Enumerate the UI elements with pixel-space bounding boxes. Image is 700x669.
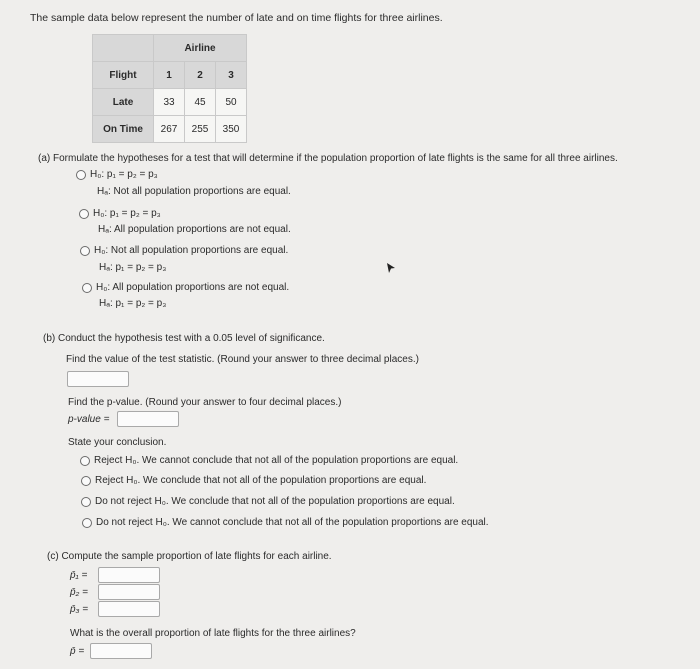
cell-ontime-2: 255 bbox=[185, 116, 216, 143]
p1-input[interactable] bbox=[98, 567, 160, 583]
hypothesis-option-4-ha: Hₐ: p₁ = p₂ = p₃ bbox=[99, 298, 167, 309]
table-row bbox=[93, 89, 247, 116]
hypothesis-option-1-ha: Hₐ: Not all population proportions are equal. bbox=[97, 186, 291, 197]
conclusion-option-1-label: Reject H₀. We cannot conclude that not all of the population proportions are equal. bbox=[94, 455, 459, 466]
flight-header: Flight bbox=[93, 62, 154, 89]
conclusion-option-3-radio[interactable] bbox=[81, 497, 91, 507]
col-header-1: 1 bbox=[154, 62, 185, 89]
cell-ontime-3: 350 bbox=[216, 116, 247, 143]
cell-late-1: 33 bbox=[154, 89, 185, 116]
hypothesis-option-3-ha: Hₐ: p₁ = p₂ = p₃ bbox=[99, 262, 167, 273]
mouse-cursor-icon bbox=[386, 262, 396, 274]
p2-input[interactable] bbox=[98, 584, 160, 600]
hypothesis-option-1-h0: H₀: p₁ = p₂ = p₃ bbox=[90, 169, 158, 180]
hypothesis-option-4-radio[interactable] bbox=[82, 283, 92, 293]
col-header-2: 2 bbox=[185, 62, 216, 89]
conclusion-option-3-label: Do not reject H₀. We conclude that not all of the population proportions are equal. bbox=[95, 496, 455, 507]
row-label-on-time: On Time bbox=[93, 116, 154, 143]
overall-proportion-label: p̄ = bbox=[70, 646, 85, 657]
cell-late-3: 50 bbox=[216, 89, 247, 116]
hypothesis-option-3-h0: H₀: Not all population proportions are equal. bbox=[94, 245, 289, 256]
airline-header: Airline bbox=[154, 35, 247, 62]
conclusion-option-4-label: Do not reject H₀. We cannot conclude that not all of the population proportions are equal. bbox=[96, 517, 489, 528]
p2-label: p̄₂ = bbox=[70, 587, 88, 598]
test-stat-prompt: Find the value of the test statistic. (Round your answer to three decimal places.) bbox=[66, 354, 419, 365]
table-corner bbox=[93, 35, 154, 62]
part-c-prompt: (c) Compute the sample proportion of late flights for each airline. bbox=[47, 551, 332, 562]
conclusion-option-2-radio[interactable] bbox=[81, 476, 91, 486]
pvalue-label: p-value = bbox=[68, 414, 110, 425]
flights-table bbox=[92, 34, 247, 143]
conclusion-option-1-radio[interactable] bbox=[80, 456, 90, 466]
p3-input[interactable] bbox=[98, 601, 160, 617]
hypothesis-option-2-radio[interactable] bbox=[79, 209, 89, 219]
conclusion-prompt: State your conclusion. bbox=[68, 437, 167, 448]
hypothesis-option-3-radio[interactable] bbox=[80, 246, 90, 256]
row-label-late: Late bbox=[93, 89, 154, 116]
p3-label: p̄₃ = bbox=[70, 604, 89, 615]
overall-proportion-input[interactable] bbox=[90, 643, 152, 659]
cell-ontime-1: 267 bbox=[154, 116, 185, 143]
conclusion-option-2-label: Reject H₀. We conclude that not all of the population proportions are equal. bbox=[95, 475, 427, 486]
hypothesis-option-4-h0: H₀: All population proportions are not equal. bbox=[96, 282, 290, 293]
cell-late-2: 45 bbox=[185, 89, 216, 116]
table-row bbox=[93, 116, 247, 143]
pvalue-prompt: Find the p-value. (Round your answer to four decimal places.) bbox=[68, 397, 342, 408]
hypothesis-option-2-ha: Hₐ: All population proportions are not equal. bbox=[98, 224, 291, 235]
col-header-3: 3 bbox=[216, 62, 247, 89]
overall-proportion-prompt: What is the overall proportion of late flights for the three airlines? bbox=[70, 628, 356, 639]
conclusion-option-4-radio[interactable] bbox=[82, 518, 92, 528]
part-a-prompt: (a) Formulate the hypotheses for a test that will determine if the population proportion of late flights is the same for all three airlines. bbox=[38, 153, 618, 164]
hypothesis-option-2-h0: H₀: p₁ = p₂ = p₃ bbox=[93, 208, 161, 219]
intro-text: The sample data below represent the number of late and on time flights for three airlines. bbox=[30, 12, 443, 24]
test-stat-input[interactable] bbox=[67, 371, 129, 387]
p1-label: p̄₁ = bbox=[70, 570, 88, 581]
part-b-prompt: (b) Conduct the hypothesis test with a 0.05 level of significance. bbox=[43, 333, 325, 344]
hypothesis-option-1-radio[interactable] bbox=[76, 170, 86, 180]
pvalue-input[interactable] bbox=[117, 411, 179, 427]
